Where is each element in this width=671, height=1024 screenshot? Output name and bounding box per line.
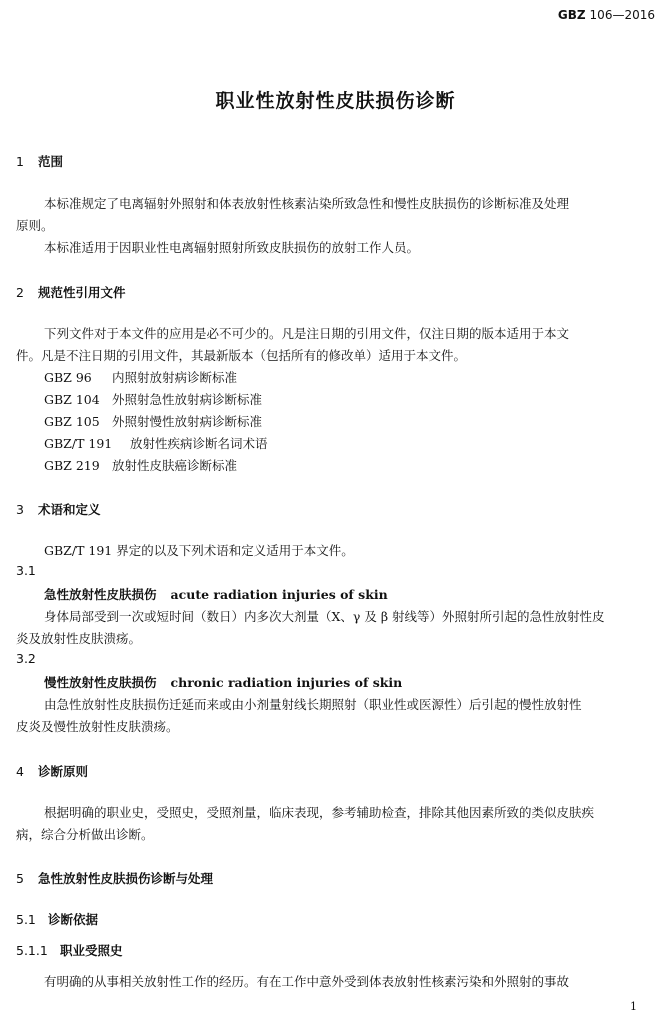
term-3-2-number: 3.2 [16,651,36,666]
section-5-1-title: 诊断依据 [48,912,99,927]
term-3-1-english: acute radiation injuries of skin [170,587,388,602]
section-5-1-1-heading [16,941,123,959]
page-number: 1 [630,1000,637,1013]
reference-item [44,390,262,408]
section-2-number: 2 [16,285,24,300]
reference-name: 放射性皮肤癌诊断标准 [112,458,238,473]
section-1-title: 范围 [38,154,64,169]
section-5-heading [16,869,213,887]
term-3-2-english: chronic radiation injuries of skin [170,675,403,690]
reference-name: 放射性疾病诊断名词术语 [130,436,268,451]
section-5-1-number: 5.1 [16,912,36,927]
reference-name: 外照射慢性放射病诊断标准 [112,414,263,429]
section-4-paragraph: 根据明确的职业史，受照史，受照剂量，临床表现，参考辅助检查，排除其他因素所致的类似皮肤疾 [44,805,595,820]
reference-code: GBZ 104 [44,392,100,407]
standard-code [558,8,655,22]
reference-code: GBZ/T 191 [44,436,113,451]
reference-item [44,434,268,452]
section-5-1-1-paragraph: 有明确的从事相关放射性工作的经历。有在工作中意外受到体表放射性核素污染和外照射的事故 [44,974,570,989]
reference-item [44,368,237,386]
section-3-number: 3 [16,502,24,517]
reference-code: GBZ 219 [44,458,100,473]
term-3-2-definition-cont: 皮炎及慢性放射性皮肤溃疡。 [16,719,179,734]
reference-code: GBZ 96 [44,370,92,385]
section-1-paragraph-1: 本标准规定了电离辐射外照射和体表放射性核素沾染所致急性和慢性皮肤损伤的诊断标准及处理 [44,196,570,211]
section-5-1-1-title: 职业受照史 [60,943,123,958]
reference-item [44,456,237,474]
section-4-number: 4 [16,764,24,779]
section-5-number: 5 [16,871,24,886]
section-1-paragraph-1-cont: 原则。 [16,218,54,233]
section-3-title: 术语和定义 [38,502,101,517]
reference-name: 外照射急性放射病诊断标准 [112,392,263,407]
reference-code: GBZ 105 [44,414,100,429]
section-5-title: 急性放射性皮肤损伤诊断与处理 [38,871,214,886]
section-4-heading [16,762,88,780]
section-5-1-heading [16,910,98,928]
section-4-paragraph-cont: 病，综合分析做出诊断。 [16,827,154,842]
section-2-paragraph: 下列文件对于本文件的应用是必不可少的。凡是注日期的引用文件，仅注日期的版本适用于本文 [44,326,570,341]
section-5-1-1-number: 5.1.1 [16,943,48,958]
section-1-heading [16,152,63,170]
section-3-paragraph: GBZ/T 191 界定的以及下列术语和定义适用于本文件。 [44,543,354,558]
section-2-heading [16,283,126,301]
term-3-1-chinese: 急性放射性皮肤损伤 [44,587,157,602]
standard-code-number: 106—2016 [589,8,655,22]
reference-item [44,412,262,430]
term-3-1-definition: 身体局部受到一次或短时间（数日）内多次大剂量（X、γ 及 β 射线等）外照射所引起的急性放射性皮 [44,609,605,624]
standard-code-prefix: GBZ [557,8,586,22]
section-2-paragraph-cont: 件。凡是不注日期的引用文件，其最新版本（包括所有的修改单）适用于本文件。 [16,348,467,363]
section-1-paragraph-2: 本标准适用于因职业性电离辐射照射所致皮肤损伤的放射工作人员。 [44,240,420,255]
term-3-2-definition: 由急性放射性皮肤损伤迁延而来或由小剂量射线长期照射（职业性或医源性）后引起的慢性放射性 [44,697,582,712]
term-3-2-heading [44,673,402,691]
reference-name: 内照射放射病诊断标准 [112,370,238,385]
term-3-1-number: 3.1 [16,563,36,578]
page-title: 职业性放射性皮肤损伤诊断 [215,90,456,112]
term-3-1-heading [44,585,388,603]
section-2-title: 规范性引用文件 [38,285,126,300]
section-3-heading [16,500,101,518]
term-3-1-definition-cont: 炎及放射性皮肤溃疡。 [16,631,142,646]
term-3-2-chinese: 慢性放射性皮肤损伤 [44,675,157,690]
section-4-title: 诊断原则 [38,764,89,779]
section-1-number: 1 [16,154,24,169]
